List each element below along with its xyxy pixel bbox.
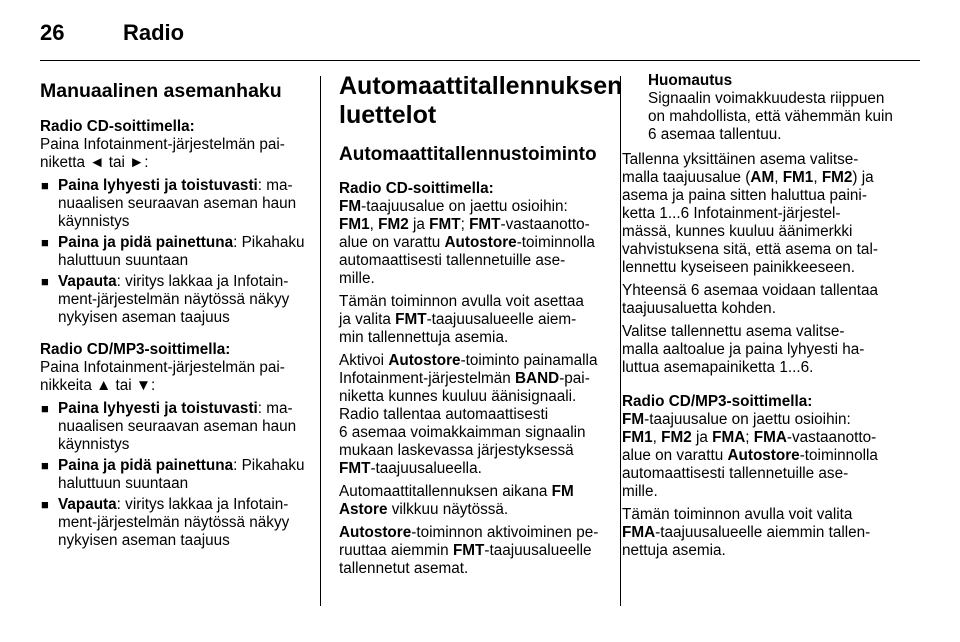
label-cd-player: Radio CD-soittimella: [40,118,195,135]
note-text: Signaalin voimakkuudesta riippuen on mahdollista, että vähemmän kuin 6 asemaa tallentuu. [648,90,893,143]
bullet-list-cd [40,177,310,327]
list-item: ■ Paina ja pidä painettuna: Pikahaku haluttuun suuntaan [40,457,310,493]
column-divider-1 [320,76,321,606]
list-item: ■ Paina lyhyesti ja toistuvasti: ma- nuaalisen seuraavan aseman haun käynnistys [40,400,310,454]
paragraph-fmt-select: Tämän toiminnon avulla voit asettaa ja valita FMT-taajuusalueelle aiem- min tallennettuja asemia. [339,293,584,346]
paragraph-store-single-station: Tallenna yksittäinen asema valitse- malla taajuusalue (AM, FM1, FM2) ja asema ja paina sitten haluttua paini- ketta 1...6 Infotainment-järjestel- mässä, kunnes kuuluu äänimerkki vahvistuksena sitä, että asema on tal- lennettu kyseiseen painikkeeseen. [622,151,878,276]
subtitle-autostore-function: Automaattitallennustoiminto [339,144,597,165]
paragraph-select-stored: Valitse tallennettu asema valitse- malla aaltoalue ja paina lyhyesti ha- luttua asemapainiketta 1...6. [622,323,865,376]
intro-cd-player: Paina Infotainment-järjestelmän pai- niketta ◄ tai ►: [40,136,285,171]
column-3 [622,72,904,565]
list-item: ■ Paina ja pidä painettuna: Pikahaku haluttuun suuntaan [40,234,310,270]
paragraph-six-stations: Yhteensä 6 asemaa voidaan tallentaa taajuusaluetta kohden. [622,282,878,317]
paragraph-activate-autostore: Aktivoi Autostore-toiminto painamalla Infotainment-järjestelmän BAND-pai- niketta kunnes kuuluu äänisignaali. Radio tallentaa automaattisesti 6 asemaa voimakkaimman signaalin mukaan laskevassa järjestyksessä FMT-taajuusalueella. [339,352,598,477]
intro-cd-mp3-player: Paina Infotainment-järjestelmän pai- nikkeita ▲ tai ▼: [40,359,285,394]
list-item: ■ Vapauta: viritys lakkaa ja Infotain- ment-järjestelmän näytössä näkyy nykyisen aseman taajuus [40,273,310,327]
column-divider-2 [620,76,621,606]
label-cd-mp3-player-2: Radio CD/MP3-soittimella: [622,393,813,410]
paragraph-fm-bands: FM-taajuusalue on jaettu osioihin: FM1, FM2 ja FMT; FMT-vastaanotto- alue on varattu Autostore-toiminnolla automaattisesti tallennetuille ase- mille. [339,198,595,287]
paragraph-fm-astore-blinks: Automaattitallennuksen aikana FM Astore vilkkuu näytössä. [339,483,574,518]
column-2 [339,72,623,583]
paragraph-fma-bands: FM-taajuusalue on jaettu osioihin: FM1, FM2 ja FMA; FMA-vastaanotto- alue on varattu Autostore-toiminnolla automaattisesti tallennetuille ase- mille. [622,411,878,500]
page-header [40,20,920,60]
paragraph-autostore-cancels: Autostore-toiminnon aktivoiminen pe- ruuttaa aiemmin FMT-taajuusalueelle tallennetut asemat. [339,524,599,577]
header-rule [40,60,920,61]
bullet-list-cd-mp3 [40,400,310,550]
list-item: ■ Paina lyhyesti ja toistuvasti: ma- nuaalisen seuraavan aseman haun käynnistys [40,177,310,231]
section-title-manual-search: Manuaalinen asemanhaku [40,80,282,102]
main-title-autostore-lists: Automaattitallennuksen luettelot [339,72,623,129]
column-1 [40,72,310,564]
paragraph-fma-select: Tämän toiminnon avulla voit valita FMA-taajuusalueelle aiemmin tallen- nettuja asemia. [622,506,871,559]
label-cd-player-2: Radio CD-soittimella: [339,180,494,197]
page-section-title: Radio [123,20,185,45]
label-cd-mp3-player: Radio CD/MP3-soittimella: [40,341,231,358]
list-item: ■ Vapauta: viritys lakkaa ja Infotain- ment-järjestelmän näytössä näkyy nykyisen aseman taajuus [40,496,310,550]
page-number: 26 [40,20,65,45]
note-title: Huomautus [648,72,733,89]
note-box [648,72,904,144]
